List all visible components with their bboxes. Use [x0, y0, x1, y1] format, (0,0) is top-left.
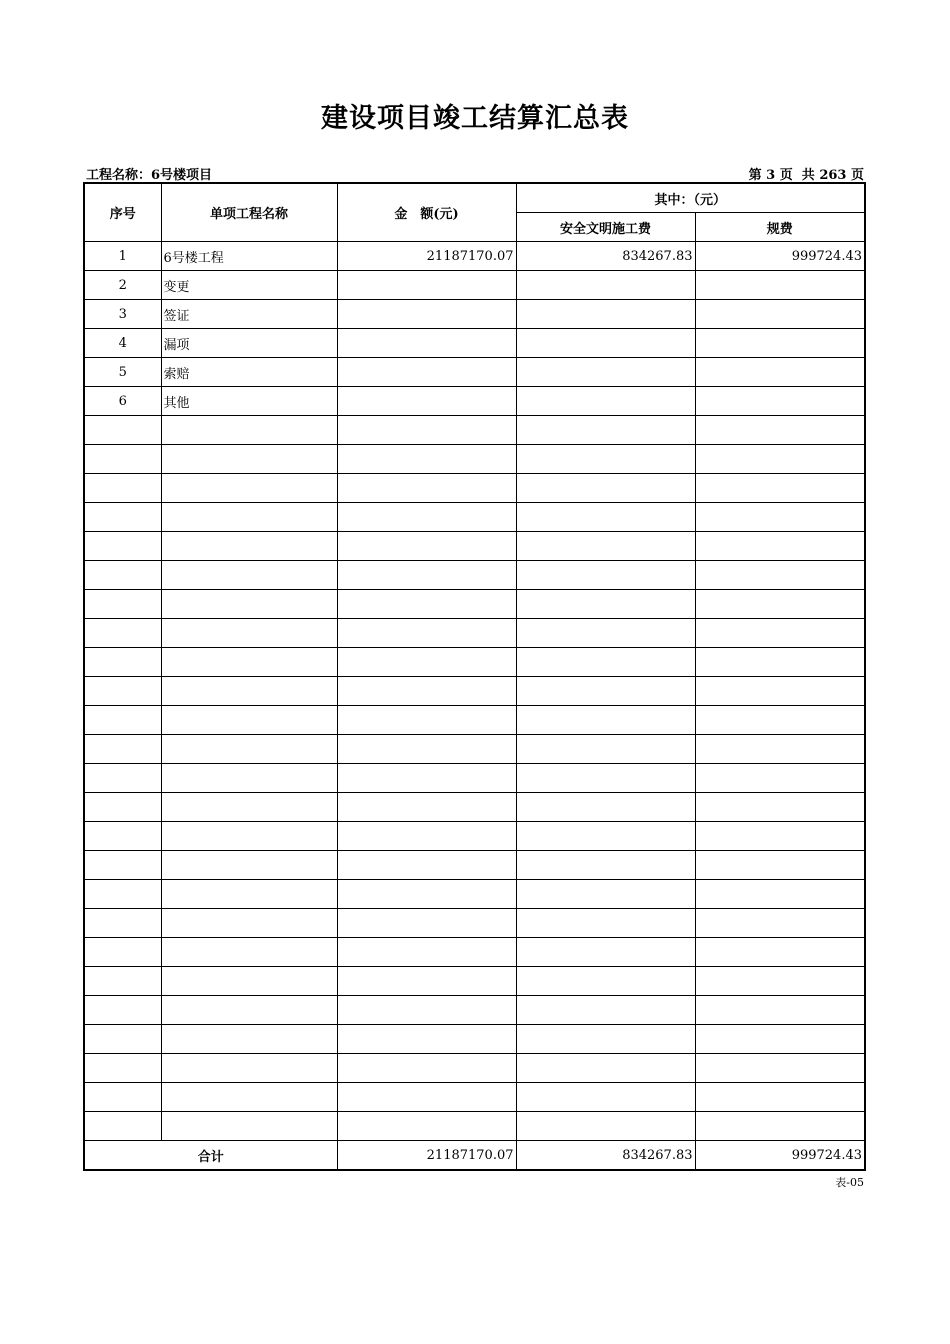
- row-seq: 1: [84, 242, 161, 271]
- blank-cell: [84, 1025, 161, 1054]
- blank-cell: [516, 416, 695, 445]
- blank-cell: [337, 619, 516, 648]
- row-fees: [695, 271, 865, 300]
- blank-cell: [516, 967, 695, 996]
- blank-cell: [695, 1083, 865, 1112]
- blank-row: [84, 503, 865, 532]
- row-fees: [695, 358, 865, 387]
- row-fees: [695, 387, 865, 416]
- blank-cell: [84, 648, 161, 677]
- settlement-summary-table: [83, 182, 866, 1171]
- blank-cell: [161, 1083, 337, 1112]
- blank-cell: [695, 822, 865, 851]
- blank-cell: [695, 706, 865, 735]
- header-seq: 序号: [84, 183, 161, 242]
- table-row: [84, 242, 865, 271]
- blank-cell: [516, 764, 695, 793]
- blank-cell: [84, 1054, 161, 1083]
- blank-row: [84, 619, 865, 648]
- row-safety-fee: [516, 358, 695, 387]
- blank-cell: [516, 880, 695, 909]
- header-name: 单项工程名称: [161, 183, 337, 242]
- blank-cell: [84, 909, 161, 938]
- blank-cell: [695, 532, 865, 561]
- row-safety-fee: 834267.83: [516, 242, 695, 271]
- table-row: [84, 329, 865, 358]
- blank-cell: [337, 909, 516, 938]
- blank-row: [84, 880, 865, 909]
- row-seq: 2: [84, 271, 161, 300]
- blank-row: [84, 938, 865, 967]
- blank-cell: [84, 706, 161, 735]
- blank-row: [84, 532, 865, 561]
- blank-cell: [695, 503, 865, 532]
- header-among: 其中：（元）: [516, 183, 865, 213]
- blank-cell: [337, 822, 516, 851]
- blank-row: [84, 1083, 865, 1112]
- blank-cell: [161, 648, 337, 677]
- blank-cell: [337, 793, 516, 822]
- blank-row: [84, 445, 865, 474]
- blank-cell: [695, 677, 865, 706]
- row-amount: [337, 387, 516, 416]
- blank-cell: [516, 1083, 695, 1112]
- blank-cell: [337, 764, 516, 793]
- blank-cell: [84, 1112, 161, 1141]
- blank-cell: [84, 822, 161, 851]
- blank-cell: [516, 590, 695, 619]
- blank-cell: [516, 648, 695, 677]
- blank-cell: [161, 735, 337, 764]
- blank-row: [84, 1112, 865, 1141]
- blank-cell: [695, 561, 865, 590]
- blank-cell: [337, 735, 516, 764]
- blank-cell: [161, 880, 337, 909]
- table-row: [84, 271, 865, 300]
- blank-cell: [84, 474, 161, 503]
- row-safety-fee: [516, 329, 695, 358]
- blank-cell: [337, 677, 516, 706]
- blank-cell: [84, 851, 161, 880]
- blank-cell: [84, 532, 161, 561]
- blank-cell: [84, 677, 161, 706]
- row-safety-fee: [516, 387, 695, 416]
- blank-cell: [337, 1083, 516, 1112]
- row-safety-fee: [516, 271, 695, 300]
- blank-cell: [516, 619, 695, 648]
- blank-cell: [695, 851, 865, 880]
- blank-cell: [161, 1054, 337, 1083]
- blank-cell: [516, 793, 695, 822]
- blank-cell: [161, 764, 337, 793]
- blank-cell: [161, 619, 337, 648]
- row-safety-fee: [516, 300, 695, 329]
- table-row: [84, 387, 865, 416]
- project-name-label: 工程名称：6号楼项目: [86, 168, 213, 183]
- blank-cell: [516, 1025, 695, 1054]
- blank-cell: [695, 967, 865, 996]
- blank-cell: [161, 793, 337, 822]
- blank-cell: [516, 532, 695, 561]
- blank-cell: [161, 474, 337, 503]
- blank-row: [84, 851, 865, 880]
- blank-cell: [695, 996, 865, 1025]
- blank-row: [84, 909, 865, 938]
- blank-cell: [337, 416, 516, 445]
- blank-cell: [516, 677, 695, 706]
- blank-cell: [337, 938, 516, 967]
- blank-cell: [695, 1025, 865, 1054]
- blank-cell: [161, 677, 337, 706]
- blank-cell: [161, 909, 337, 938]
- blank-cell: [161, 938, 337, 967]
- blank-cell: [161, 851, 337, 880]
- total-label: 合计: [84, 1141, 337, 1171]
- blank-row: [84, 735, 865, 764]
- blank-row: [84, 764, 865, 793]
- row-name: 漏项: [161, 329, 337, 358]
- blank-cell: [695, 735, 865, 764]
- row-seq: 4: [84, 329, 161, 358]
- blank-cell: [695, 880, 865, 909]
- blank-cell: [516, 938, 695, 967]
- blank-cell: [84, 880, 161, 909]
- blank-cell: [337, 880, 516, 909]
- table-body: [84, 242, 865, 1141]
- blank-cell: [337, 590, 516, 619]
- blank-cell: [695, 648, 865, 677]
- blank-cell: [84, 561, 161, 590]
- row-amount: [337, 329, 516, 358]
- blank-cell: [161, 1025, 337, 1054]
- blank-cell: [516, 996, 695, 1025]
- row-amount: [337, 300, 516, 329]
- total-safety-fee: 834267.83: [516, 1141, 695, 1171]
- blank-cell: [84, 735, 161, 764]
- blank-cell: [695, 1112, 865, 1141]
- blank-cell: [84, 445, 161, 474]
- row-seq: 5: [84, 358, 161, 387]
- row-name: 签证: [161, 300, 337, 329]
- blank-cell: [337, 474, 516, 503]
- blank-cell: [84, 1083, 161, 1112]
- blank-cell: [337, 1054, 516, 1083]
- form-code: 表-05: [835, 1176, 864, 1189]
- page-info: 第 3 页 共 263 页: [748, 168, 864, 183]
- blank-cell: [337, 648, 516, 677]
- blank-cell: [337, 851, 516, 880]
- row-name: 变更: [161, 271, 337, 300]
- blank-cell: [516, 822, 695, 851]
- blank-cell: [337, 1025, 516, 1054]
- blank-cell: [161, 416, 337, 445]
- blank-cell: [161, 706, 337, 735]
- blank-cell: [84, 793, 161, 822]
- total-row: [84, 1141, 865, 1171]
- blank-cell: [516, 503, 695, 532]
- blank-cell: [695, 938, 865, 967]
- blank-cell: [84, 996, 161, 1025]
- blank-cell: [84, 619, 161, 648]
- blank-cell: [695, 474, 865, 503]
- blank-row: [84, 561, 865, 590]
- blank-cell: [337, 706, 516, 735]
- blank-row: [84, 793, 865, 822]
- blank-cell: [337, 561, 516, 590]
- blank-row: [84, 648, 865, 677]
- blank-cell: [695, 909, 865, 938]
- row-seq: 3: [84, 300, 161, 329]
- blank-cell: [516, 445, 695, 474]
- blank-cell: [516, 909, 695, 938]
- blank-cell: [161, 967, 337, 996]
- blank-cell: [161, 561, 337, 590]
- blank-cell: [516, 561, 695, 590]
- blank-cell: [337, 503, 516, 532]
- blank-cell: [695, 793, 865, 822]
- header-fees: 规费: [695, 213, 865, 242]
- table-row: [84, 300, 865, 329]
- blank-cell: [516, 706, 695, 735]
- blank-cell: [161, 822, 337, 851]
- blank-row: [84, 996, 865, 1025]
- blank-cell: [161, 590, 337, 619]
- blank-row: [84, 1025, 865, 1054]
- total-fees: 999724.43: [695, 1141, 865, 1171]
- blank-row: [84, 677, 865, 706]
- blank-cell: [161, 503, 337, 532]
- blank-cell: [161, 996, 337, 1025]
- row-fees: [695, 300, 865, 329]
- blank-row: [84, 416, 865, 445]
- row-amount: [337, 271, 516, 300]
- row-name: 其他: [161, 387, 337, 416]
- blank-row: [84, 1054, 865, 1083]
- row-amount: 21187170.07: [337, 242, 516, 271]
- blank-cell: [84, 416, 161, 445]
- blank-cell: [161, 445, 337, 474]
- blank-row: [84, 474, 865, 503]
- table-row: [84, 358, 865, 387]
- blank-cell: [516, 474, 695, 503]
- blank-row: [84, 590, 865, 619]
- blank-cell: [84, 590, 161, 619]
- header-amount: 金 额(元): [337, 183, 516, 242]
- blank-cell: [337, 1112, 516, 1141]
- page-title: 建设项目竣工结算汇总表: [321, 103, 629, 134]
- blank-cell: [516, 851, 695, 880]
- blank-cell: [337, 967, 516, 996]
- blank-cell: [695, 445, 865, 474]
- blank-cell: [161, 1112, 337, 1141]
- blank-cell: [161, 532, 337, 561]
- blank-cell: [84, 938, 161, 967]
- blank-cell: [84, 967, 161, 996]
- blank-cell: [695, 619, 865, 648]
- header-safety-fee: 安全文明施工费: [516, 213, 695, 242]
- row-fees: [695, 329, 865, 358]
- blank-cell: [337, 445, 516, 474]
- row-name: 6号楼工程: [161, 242, 337, 271]
- blank-cell: [337, 996, 516, 1025]
- blank-cell: [695, 416, 865, 445]
- blank-cell: [84, 764, 161, 793]
- row-amount: [337, 358, 516, 387]
- blank-row: [84, 967, 865, 996]
- blank-row: [84, 822, 865, 851]
- row-fees: 999724.43: [695, 242, 865, 271]
- blank-cell: [516, 1054, 695, 1083]
- blank-row: [84, 706, 865, 735]
- total-amount: 21187170.07: [337, 1141, 516, 1171]
- blank-cell: [337, 532, 516, 561]
- row-name: 索赔: [161, 358, 337, 387]
- blank-cell: [516, 735, 695, 764]
- row-seq: 6: [84, 387, 161, 416]
- blank-cell: [695, 764, 865, 793]
- blank-cell: [84, 503, 161, 532]
- blank-cell: [695, 1054, 865, 1083]
- blank-cell: [516, 1112, 695, 1141]
- blank-cell: [695, 590, 865, 619]
